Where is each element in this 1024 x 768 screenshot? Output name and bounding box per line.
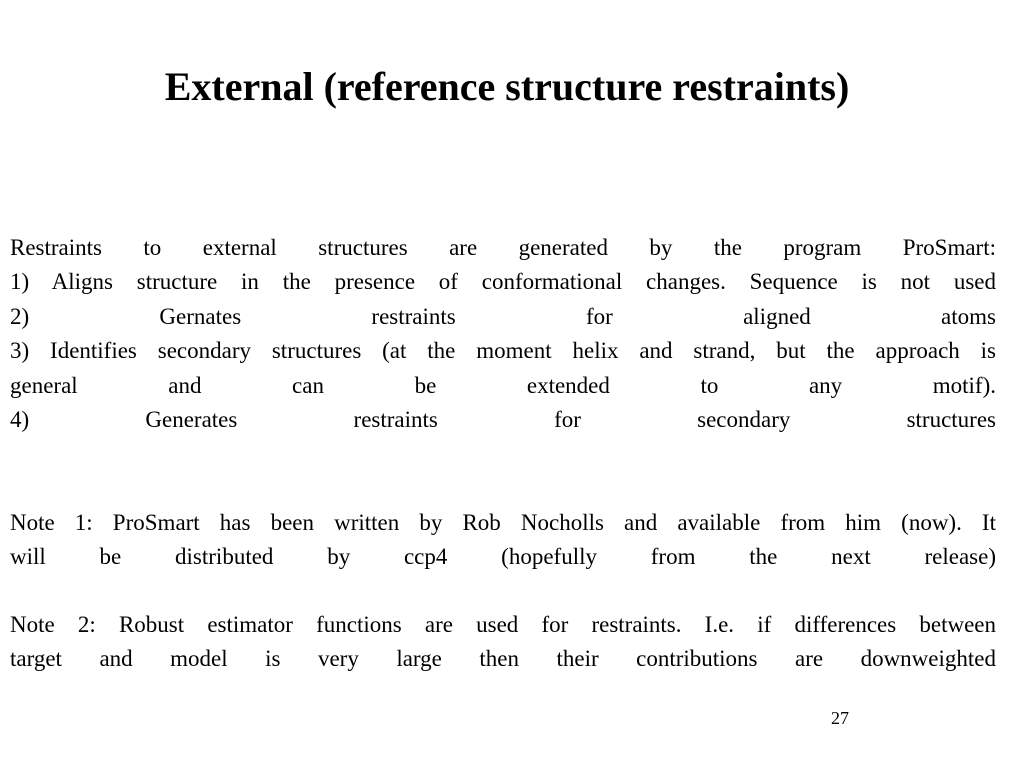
note-2-line-1: Note 2: Robust estimator functions are used for restraints. I.e. if differences between — [10, 612, 996, 637]
body-line-step-3-cont: general and can be extended to any motif). — [10, 373, 996, 398]
note-1-line-1: Note 1: ProSmart has been written by Rob Nocholls and available from him (now). It — [10, 510, 996, 535]
body-line-step-4: 4) Generates restraints for secondary structures — [10, 407, 996, 432]
body-line-step-3: 3) Identifies secondary structures (at the moment helix and strand, but the approach is — [10, 338, 996, 363]
slide-title: External (reference structure restraints) — [164, 64, 850, 109]
note-2-line-2: target and model is very large then their contributions are downweighted — [10, 646, 996, 671]
note-1-line-2: will be distributed by ccp4 (hopefully from the next release) — [10, 544, 996, 569]
page-number: 27 — [831, 708, 849, 728]
body-line-intro: Restraints to external structures are generated by the program ProSmart: — [10, 235, 996, 260]
body-line-step-2: 2) Gernates restraints for aligned atoms — [10, 304, 996, 329]
body-line-step-1: 1) Aligns structure in the presence of conformational changes. Sequence is not used — [10, 269, 996, 294]
